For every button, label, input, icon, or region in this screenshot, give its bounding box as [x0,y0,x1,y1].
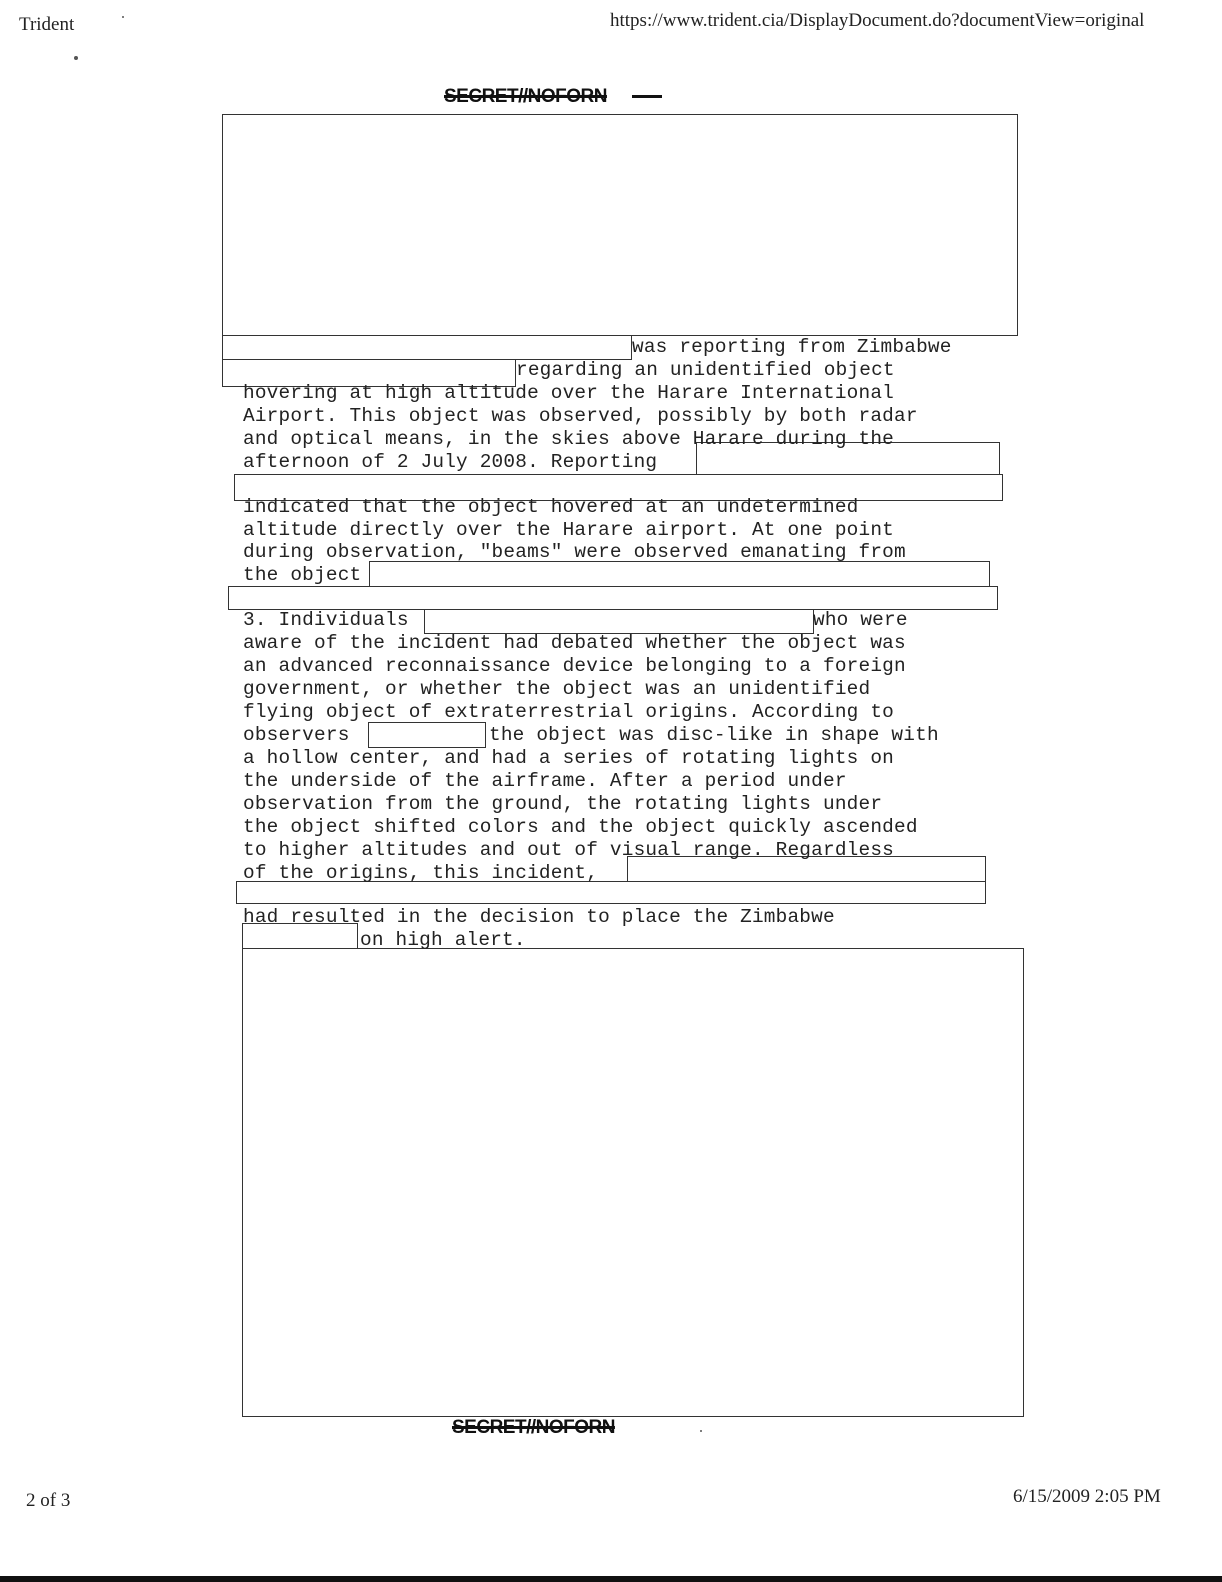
redaction-box [228,586,998,610]
body-line: on high alert. [360,929,526,951]
body-line: altitude directly over the Harare airport. At one point [243,519,894,541]
body-line: flying object of extraterrestrial origins. According to [243,701,894,723]
body-line: hovering at high altitude over the Harare International [243,382,894,404]
redaction-box [424,609,814,634]
body-line: 3. Individuals [243,609,409,631]
body-line: of the origins, this incident, [243,862,599,884]
scan-speck [74,56,78,60]
page-number: 2 of 3 [26,1490,71,1511]
body-line: the underside of the airframe. After a period under [243,770,847,792]
body-line: who were [813,609,908,631]
body-line: afternoon of 2 July 2008. Reporting [243,451,658,473]
body-line: observation from the ground, the rotating lights under [243,793,883,815]
body-line: and optical means, in the skies above Harare during the [243,428,894,450]
document-url: https://www.trident.cia/DisplayDocument.do?documentView=original [610,10,1145,31]
body-line: a hollow center, and had a series of rotating lights on [243,747,894,769]
redaction-box [222,335,632,360]
scan-speck [122,16,124,18]
body-line: had resulted in the decision to place the Zimbabwe [243,906,835,928]
body-line: to higher altitudes and out of visual range. Regardless [243,839,894,861]
body-line: during observation, "beams" were observed emanating from [243,541,906,563]
body-line: an advanced reconnaissance device belonging to a foreign [243,655,906,677]
redaction-box [369,561,990,587]
scan-edge [0,1576,1222,1582]
body-line: the object was disc-like in shape with [489,724,939,746]
body-line: observers [243,724,350,746]
body-line: was reporting from Zimbabwe [632,336,952,358]
body-line: government, or whether the object was an unidentified [243,678,871,700]
body-line: the object [243,564,362,586]
body-line: aware of the incident had debated whether the object was [243,632,906,654]
scan-speck [700,1430,702,1432]
body-line: indicated that the object hovered at an undetermined [243,496,859,518]
strike-bar [632,95,662,98]
body-line: Airport. This object was observed, possibly by both radar [243,405,918,427]
classification-top: SECRET//NOFORN [444,86,607,107]
redaction-box [242,948,1024,1417]
body-line: regarding an unidentified object [516,359,895,381]
print-timestamp: 6/15/2009 2:05 PM [1013,1486,1161,1507]
classification-bottom: SECRET//NOFORN [452,1417,615,1438]
redaction-box [368,722,486,748]
app-title: Trident [19,14,75,35]
body-line: the object shifted colors and the object quickly ascended [243,816,918,838]
redaction-box [222,114,1018,336]
